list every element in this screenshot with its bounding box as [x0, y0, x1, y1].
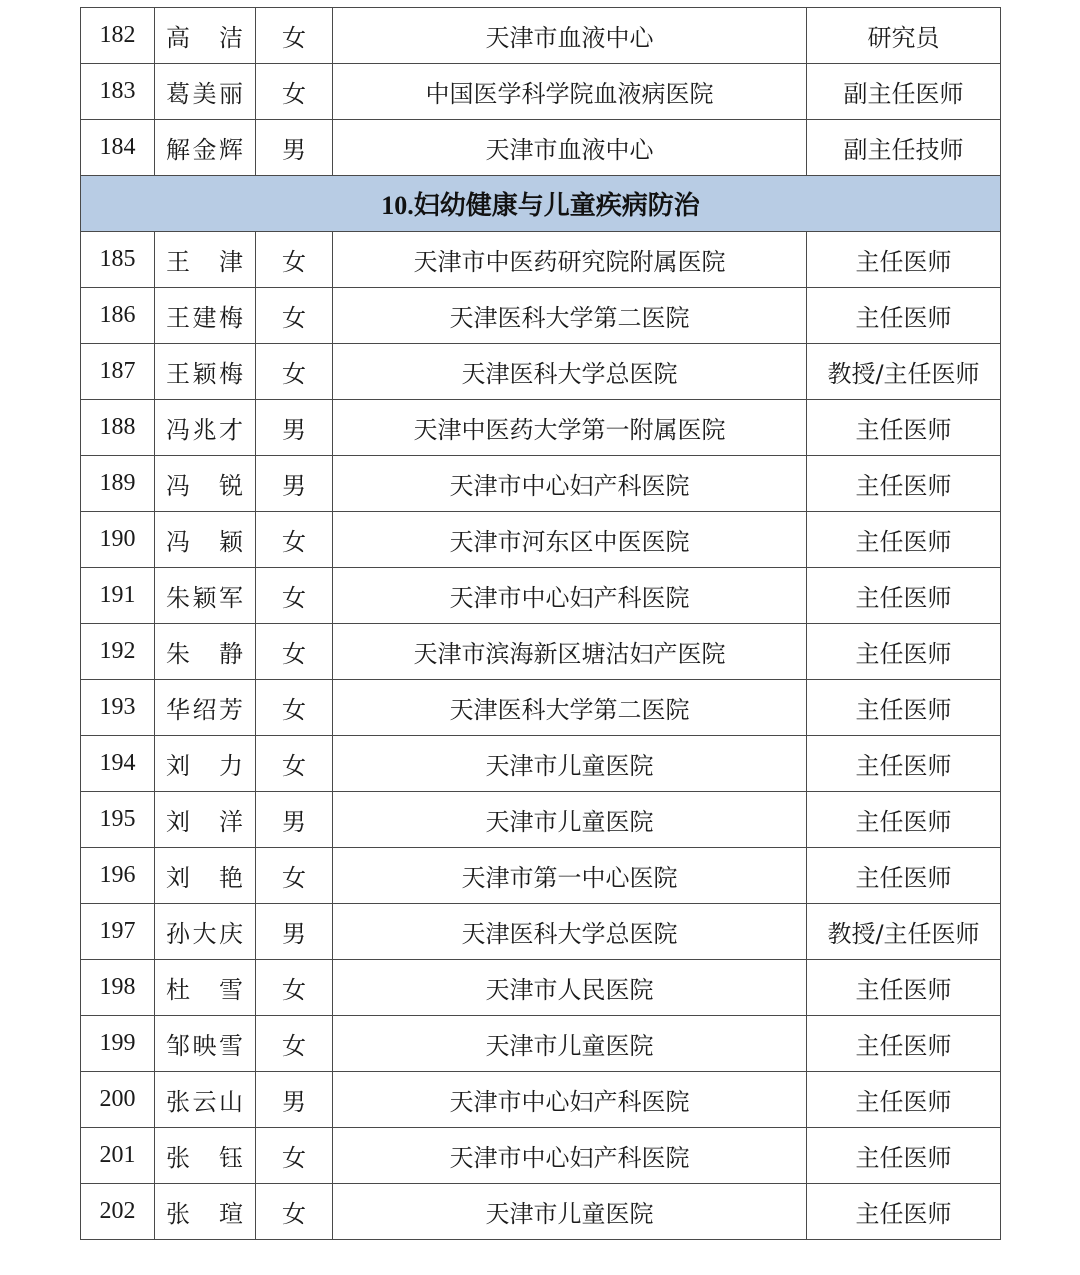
person-name: 杜 雪	[155, 960, 256, 1016]
person-name: 张 钰	[155, 1128, 256, 1184]
job-title: 副主任技师	[807, 120, 1001, 176]
person-name: 冯 颖	[155, 512, 256, 568]
gender: 女	[256, 960, 333, 1016]
row-number: 190	[81, 512, 155, 568]
gender: 女	[256, 288, 333, 344]
person-name: 葛美丽	[155, 64, 256, 120]
gender: 男	[256, 904, 333, 960]
row-number: 193	[81, 680, 155, 736]
person-name: 解金辉	[155, 120, 256, 176]
row-number: 201	[81, 1128, 155, 1184]
gender: 女	[256, 8, 333, 64]
job-title: 主任医师	[807, 1184, 1001, 1240]
person-name: 华绍芳	[155, 680, 256, 736]
organization: 天津市儿童医院	[333, 1184, 807, 1240]
person-name: 刘 洋	[155, 792, 256, 848]
organization: 天津市中心妇产科医院	[333, 456, 807, 512]
gender: 女	[256, 1016, 333, 1072]
row-number: 191	[81, 568, 155, 624]
job-title: 主任医师	[807, 512, 1001, 568]
organization: 天津市儿童医院	[333, 792, 807, 848]
row-number: 195	[81, 792, 155, 848]
job-title: 主任医师	[807, 400, 1001, 456]
job-title: 研究员	[807, 8, 1001, 64]
job-title: 主任医师	[807, 680, 1001, 736]
table-body	[81, 8, 1001, 1240]
row-number: 198	[81, 960, 155, 1016]
person-name: 刘 力	[155, 736, 256, 792]
gender: 女	[256, 1184, 333, 1240]
row-number: 202	[81, 1184, 155, 1240]
table-row	[81, 344, 1001, 400]
organization: 天津市儿童医院	[333, 1016, 807, 1072]
row-number: 184	[81, 120, 155, 176]
gender: 女	[256, 232, 333, 288]
row-number: 199	[81, 1016, 155, 1072]
organization: 天津医科大学第二医院	[333, 680, 807, 736]
organization: 中国医学科学院血液病医院	[333, 64, 807, 120]
organization: 天津市中心妇产科医院	[333, 568, 807, 624]
organization: 天津市中心妇产科医院	[333, 1128, 807, 1184]
job-title: 主任医师	[807, 792, 1001, 848]
gender: 男	[256, 456, 333, 512]
organization: 天津医科大学总医院	[333, 344, 807, 400]
job-title: 主任医师	[807, 1128, 1001, 1184]
table-row	[81, 1016, 1001, 1072]
job-title: 主任医师	[807, 624, 1001, 680]
table-row	[81, 568, 1001, 624]
table-row	[81, 792, 1001, 848]
gender: 女	[256, 680, 333, 736]
job-title: 主任医师	[807, 736, 1001, 792]
table-row	[81, 960, 1001, 1016]
organization: 天津市第一中心医院	[333, 848, 807, 904]
row-number: 185	[81, 232, 155, 288]
table-row	[81, 8, 1001, 64]
organization: 天津中医药大学第一附属医院	[333, 400, 807, 456]
job-title: 主任医师	[807, 1016, 1001, 1072]
gender: 女	[256, 1128, 333, 1184]
table-row	[81, 64, 1001, 120]
section-header-row	[81, 176, 1001, 232]
job-title: 教授/主任医师	[807, 904, 1001, 960]
table-row	[81, 680, 1001, 736]
table-row	[81, 1072, 1001, 1128]
person-name: 刘 艳	[155, 848, 256, 904]
gender: 男	[256, 120, 333, 176]
table-row	[81, 120, 1001, 176]
gender: 男	[256, 792, 333, 848]
job-title: 主任医师	[807, 232, 1001, 288]
person-name: 朱 静	[155, 624, 256, 680]
table-row	[81, 1128, 1001, 1184]
job-title: 主任医师	[807, 1072, 1001, 1128]
organization: 天津市中医药研究院附属医院	[333, 232, 807, 288]
table-row	[81, 232, 1001, 288]
row-number: 186	[81, 288, 155, 344]
person-name: 王 津	[155, 232, 256, 288]
job-title: 主任医师	[807, 288, 1001, 344]
job-title: 主任医师	[807, 960, 1001, 1016]
person-name: 王建梅	[155, 288, 256, 344]
table-row	[81, 456, 1001, 512]
row-number: 200	[81, 1072, 155, 1128]
job-title: 主任医师	[807, 568, 1001, 624]
organization: 天津市人民医院	[333, 960, 807, 1016]
table-row	[81, 848, 1001, 904]
section-heading	[81, 176, 1001, 232]
job-title: 副主任医师	[807, 64, 1001, 120]
gender: 女	[256, 624, 333, 680]
row-number: 182	[81, 8, 155, 64]
person-name: 朱颖军	[155, 568, 256, 624]
row-number: 196	[81, 848, 155, 904]
section-title: 妇幼健康与儿童疾病防治	[413, 191, 700, 221]
table-row	[81, 512, 1001, 568]
job-title: 教授/主任医师	[807, 344, 1001, 400]
gender: 男	[256, 1072, 333, 1128]
job-title: 主任医师	[807, 456, 1001, 512]
row-number: 192	[81, 624, 155, 680]
person-name: 张 瑄	[155, 1184, 256, 1240]
job-title: 主任医师	[807, 848, 1001, 904]
gender: 男	[256, 400, 333, 456]
person-name: 冯 锐	[155, 456, 256, 512]
person-name: 孙大庆	[155, 904, 256, 960]
row-number: 197	[81, 904, 155, 960]
person-name: 冯兆才	[155, 400, 256, 456]
organization: 天津市河东区中医医院	[333, 512, 807, 568]
organization: 天津医科大学第二医院	[333, 288, 807, 344]
organization: 天津市儿童医院	[333, 736, 807, 792]
row-number: 188	[81, 400, 155, 456]
table-row	[81, 904, 1001, 960]
gender: 女	[256, 568, 333, 624]
organization: 天津市血液中心	[333, 120, 807, 176]
person-name: 王颖梅	[155, 344, 256, 400]
person-name: 高 洁	[155, 8, 256, 64]
organization: 天津市中心妇产科医院	[333, 1072, 807, 1128]
table-row	[81, 288, 1001, 344]
gender: 女	[256, 848, 333, 904]
row-number: 194	[81, 736, 155, 792]
row-number: 187	[81, 344, 155, 400]
person-name: 张云山	[155, 1072, 256, 1128]
table-row	[81, 624, 1001, 680]
section-number: 10.	[381, 191, 414, 220]
gender: 女	[256, 736, 333, 792]
gender: 女	[256, 512, 333, 568]
row-number: 189	[81, 456, 155, 512]
organization: 天津医科大学总医院	[333, 904, 807, 960]
table-row	[81, 736, 1001, 792]
table-row	[81, 1184, 1001, 1240]
organization: 天津市血液中心	[333, 8, 807, 64]
organization: 天津市滨海新区塘沽妇产医院	[333, 624, 807, 680]
person-name: 邹映雪	[155, 1016, 256, 1072]
gender: 女	[256, 64, 333, 120]
gender: 女	[256, 344, 333, 400]
row-number: 183	[81, 64, 155, 120]
expert-list-table	[80, 7, 1001, 1240]
table-row	[81, 400, 1001, 456]
